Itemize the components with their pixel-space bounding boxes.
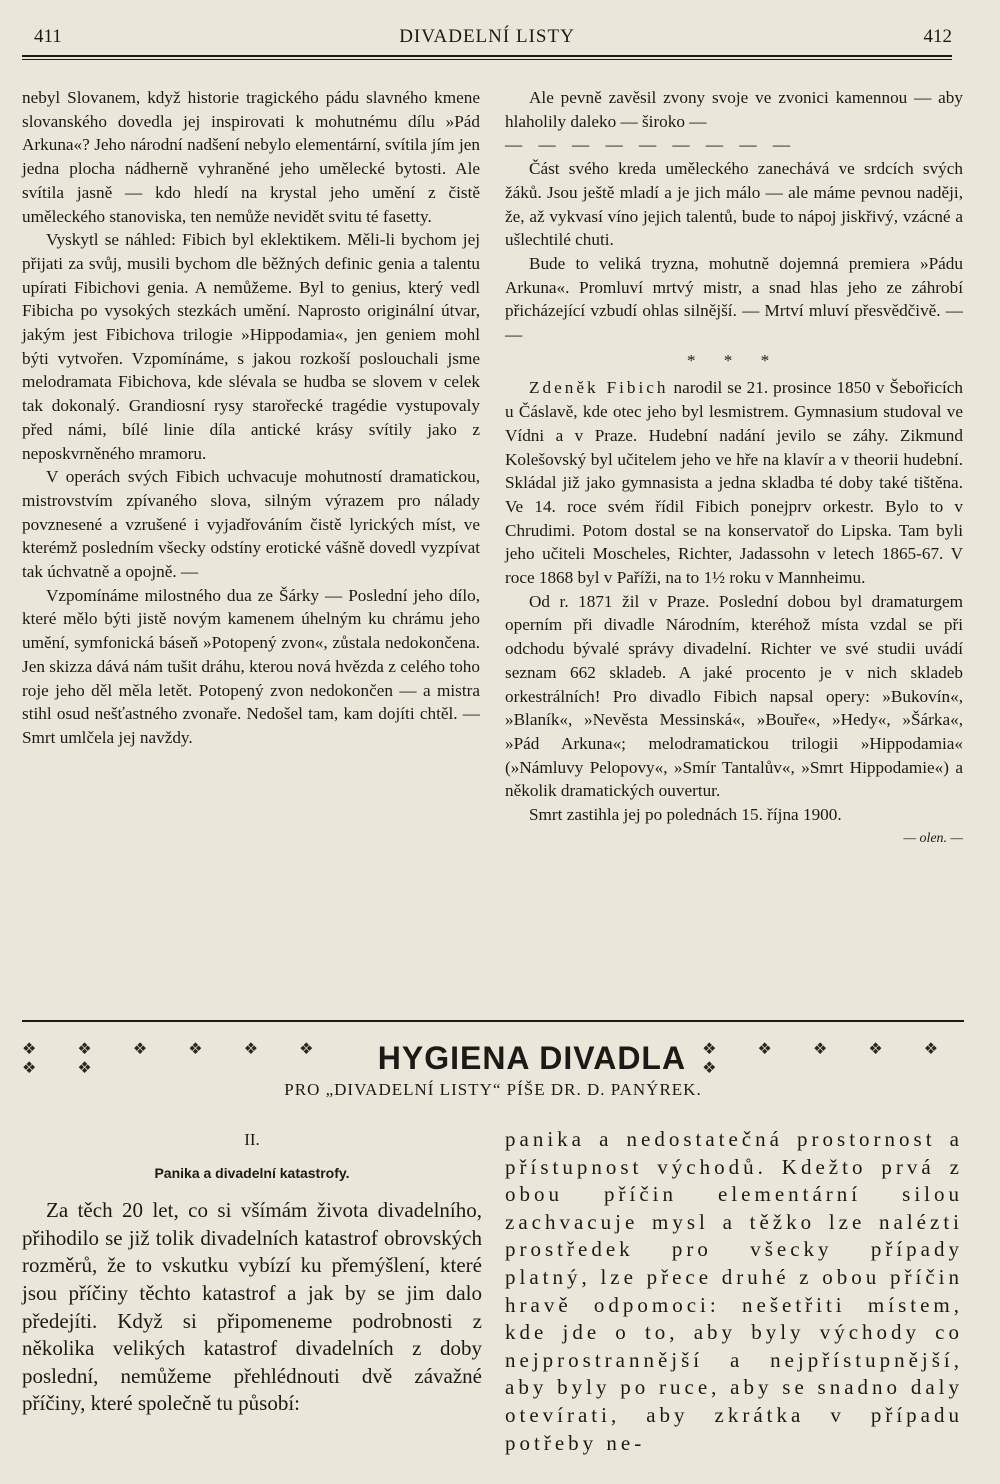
bio-text: narodil se 21. prosince 1850 v Šebořicích u Čáslavě, kde otec jeho byl lesmistrem. Gymnasium studoval ve Vídni a v Praze. Hudební nadání jevilo se záhy. Zikmund Kolešovský byl učitelem jeho ve hře na klavír a v theorii hudební. Skládal již jako gymnasista a jedna skladba té doby také tištěna. Ve 14. roce svém řídil Fibich ponejprv orkestr. Bylo to v Chrudimi. Potom dostal se na konservatoř do Lipska. Tam byli jeho učiteli Moscheles, Richter, Jadassohn v letech 1865-67. V roce 1868 byl v Paříži, na to 1½ roku v Mannheimu. <box>505 378 963 588</box>
paragraph: Bude to veliká tryzna, mohutně dojemná premiera »Pádu Arkuna«. Promluví mrtvý mistr, a snad hlas jeho ze záhrobí přicházející vzbudí ohlas silnější. — Mrtví mluví přesvědčivě. — — <box>505 253 963 345</box>
paragraph: Smrt zastihla jej po polednách 15. října 1900. <box>529 805 842 825</box>
page-number-left: 411 <box>34 26 62 47</box>
bio-paragraph <box>505 376 963 589</box>
right-column <box>505 86 963 851</box>
chapter-title: Panika a divadelní katastrofy. <box>154 1164 350 1181</box>
paragraph: V operách svých Fibich uchvacuje mohutností dramatickou, mistrovstvím zpívaného slova, silným výrazem pro nálady povznesené a vzrušené i vyjadřováním čistě lyrických míst, ve kterémž posledním všecky odstíny erotické vášně dovedl vyzpívat tak úchvatně a opojně. — <box>22 467 480 582</box>
paragraph: Ale pevně zavěsil zvony svoje ve zvonici kamennou — aby hlaholily daleko — široko — <box>505 88 963 131</box>
paragraph: nebyl Slovanem, když historie tragického pádu slavného kmene slovanského dovedla jej inspirovati k mohutnému dílu »Pád Arkuna«? Jeho národní nadšení nebylo elementární, svítila jím jen jedna plocha nádherně vyhraněné jeho umělecké bytosti. Ale svítila jasně — kdo hledí na krystal jeho umění z čistě uměleckého stanoviska, ten nemůže nevidět svitu té fasetty. <box>22 88 480 226</box>
section-title: HYGIENA DIVADLA <box>377 1039 687 1076</box>
section-stars: * * * <box>686 350 782 370</box>
signature: — olen. — <box>903 830 963 846</box>
page-number-right: 412 <box>923 26 952 47</box>
bio-name: Zdeněk Fibich <box>529 378 669 398</box>
section-heading <box>22 1038 964 1078</box>
page-header <box>22 22 952 56</box>
ornament-right: ❖ ❖ ❖ ❖ ❖ ❖ <box>702 1039 957 1077</box>
section-divider <box>22 1020 964 1022</box>
dash-line: — — — — — — — — — <box>505 135 797 155</box>
ornament-left: ❖ ❖ ❖ ❖ ❖ ❖ ❖ ❖ <box>22 1039 332 1077</box>
paragraph: Od r. 1871 žil v Praze. Poslední dobou byl dramaturgem operním při divadle Národním, kteréhož místa vzdal se při odchodu bývalé správy divadelní. Richter ve své studii uvádí seznam 662 skladeb. A jaké procento je v nich skladeb orkestrálních! Pro divadlo Fibich napsal opery: »Bukovín«, »Blaník«, »Nevěsta Messinská«, »Bouře«, »Hedy«, »Šárka«, »Pád Arkuna«; melodramatickou trilogii »Hippodamia« (»Námluvy Pelopovy«, »Smír Tantalův«, »Smrt Hippodamie«) a několik dramatických ouvertur. <box>505 591 963 801</box>
paragraph: Za těch 20 let, co si všímám života divadelního, přihodilo se již tolik divadelních katastrof obrovských rozměrů, že to vskutku vybízí ku přemýšlení, které jsou příčiny těchto katastrof a jak by se jim dalo předejíti. Když si připomeneme podrobnosti z několika velikých katastrof divadelních z doby poslední, nemůžeme přehlédnouti dvě závažné příčiny, které společně tu působí: <box>22 1198 482 1416</box>
paragraph: Vyskytl se náhled: Fibich byl eklektikem. Měli-li bychom jej přijati za svůj, musili bychom dle běžných definic genia a talentu upírati Fibichovi genia. A nemůžeme. Byl to genius, který vedl Fibicha po vysokých stezkách umění. Naprosto originální útvar, jakým jest Fibichova trilogie »Hippodamia«, jen geniem mohl býti vytvořen. Vzpomínáme, s jakou rozkoší poslouchali jsme melodramata Fibichova, kde slévala se hudba se slovem v celek tak dokonalý. Grandiosní rysy starořecké tragédie vystupovaly před námi, bílé linie díla antické krásy svítily jako z neposkvrněného mramoru. <box>22 230 480 463</box>
article-right-column <box>505 1126 963 1457</box>
section-subtitle: PRO „DIVADELNÍ LISTY“ PÍŠE DR. D. PANÝREK. <box>284 1080 702 1099</box>
left-column <box>22 86 480 750</box>
header-rule <box>22 55 952 60</box>
chapter-number: II. <box>244 1130 260 1149</box>
article-left-column <box>22 1126 482 1418</box>
paragraph: Část svého kreda uměleckého zanechává ve srdcích svých žáků. Jsou ještě mladí a je jich málo — ale máme pevnou naději, že, až vykvasí víno jejich talentů, bude to nápoj jiskřivý, vzácné a ušlechtilé chuti. <box>505 159 963 250</box>
journal-title: DIVADELNÍ LISTY <box>399 26 575 47</box>
paragraph: panika a nedostatečná prostornost a přístupnost východů. Kdežto prvá z obou příčin elementární silou zachvacuje mysl a těžko lze nalézti prostředek pro všecky případy platný, lze přece druhé z obou příčin hravě odpomoci: nešetřiti místem, kde jde o to, aby byly východy co nejprostrannější a nejpřístupnější, aby byly po ruce, aby se snadno daly otevírati, aby zkrátka v případu potřeby ne- <box>505 1127 963 1455</box>
paragraph: Vzpomínáme milostného dua ze Šárky — Poslední jeho dílo, které mělo býti jistě novým kamenem úhelným ku chrámu jeho umění, symfonická báseň »Potopený zvon«, zůstala nedokončena. Jen skizza dává nám tušit dráhu, kterou nová hvězda z celého toho roje jeho děl měla letět. Potopený zvon nedokončen — a mistra stihl osud nešťastného zvonaře. Nedošel tam, kam dojíti chtěl. — Smrt umlčela jej navždy. <box>22 585 480 747</box>
